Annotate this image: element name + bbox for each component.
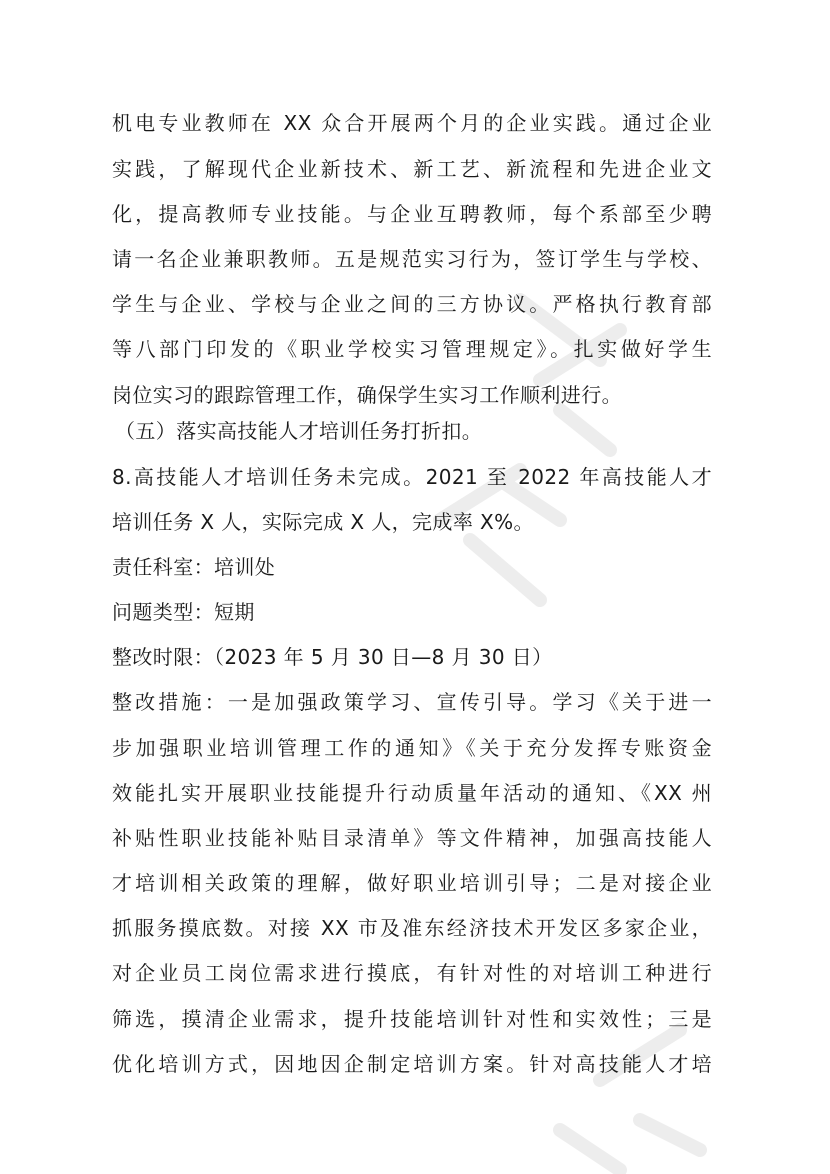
measures-line: 筛选，摸清企业需求，提升技能培训针对性和实效性；三是 [112, 1007, 712, 1031]
measures-line: 步加强职业培训管理工作的通知》《关于充分发挥专账资金 [112, 736, 712, 760]
measures-line: 抓服务摸底数。对接 XX 市及准东经济技术开发区多家企业， [112, 916, 712, 940]
body-line: 机电专业教师在 XX 众合开展两个月的企业实践。通过企业 [112, 111, 712, 135]
body-line: 培训任务 X 人，实际完成 X 人，完成率 X%。 [112, 510, 534, 534]
deadline: 整改时限：（2023 年 5 月 30 日—8 月 30 日） [112, 645, 553, 669]
measures-line: 对企业员工岗位需求进行摸底，有针对性的对培训工种进行 [112, 961, 712, 985]
measures-line: 效能扎实开展职业技能提升行动质量年活动的通知、《XX 州 [112, 781, 712, 805]
measures-line: 补贴性职业技能补贴目录清单》等文件精神，加强高技能人 [112, 826, 712, 850]
body-line: 等八部门印发的《职业学校实习管理规定》。扎实做好学生 [112, 337, 712, 361]
item-heading: 8.高技能人才培训任务未完成。2021 至 2022 年高技能人才 [112, 465, 712, 489]
section-heading: （五）落实高技能人才培训任务打折扣。 [115, 419, 483, 443]
measures-line: 整改措施：一是加强政策学习、宣传引导。学习《关于进一 [112, 690, 712, 714]
measures-line: 优化培训方式，因地因企制定培训方案。针对高技能人才培 [112, 1052, 712, 1076]
body-line: 化，提高教师专业技能。与企业互聘教师，每个系部至少聘 [112, 202, 712, 226]
body-line: 学生与企业、学校与企业之间的三方协议。严格执行教育部 [112, 292, 712, 316]
body-line: 请一名企业兼职教师。五是规范实习行为，签订学生与学校、 [112, 247, 712, 271]
body-line: 实践，了解现代企业新技术、新工艺、新流程和先进企业文 [112, 157, 712, 181]
responsible-office: 责任科室：培训处 [112, 555, 276, 579]
measures-line: 才培训相关政策的理解，做好职业培训引导；二是对接企业 [112, 871, 712, 895]
issue-type: 问题类型：短期 [112, 600, 255, 624]
body-line: 岗位实习的跟踪管理工作，确保学生实习工作顺利进行。 [112, 383, 622, 407]
